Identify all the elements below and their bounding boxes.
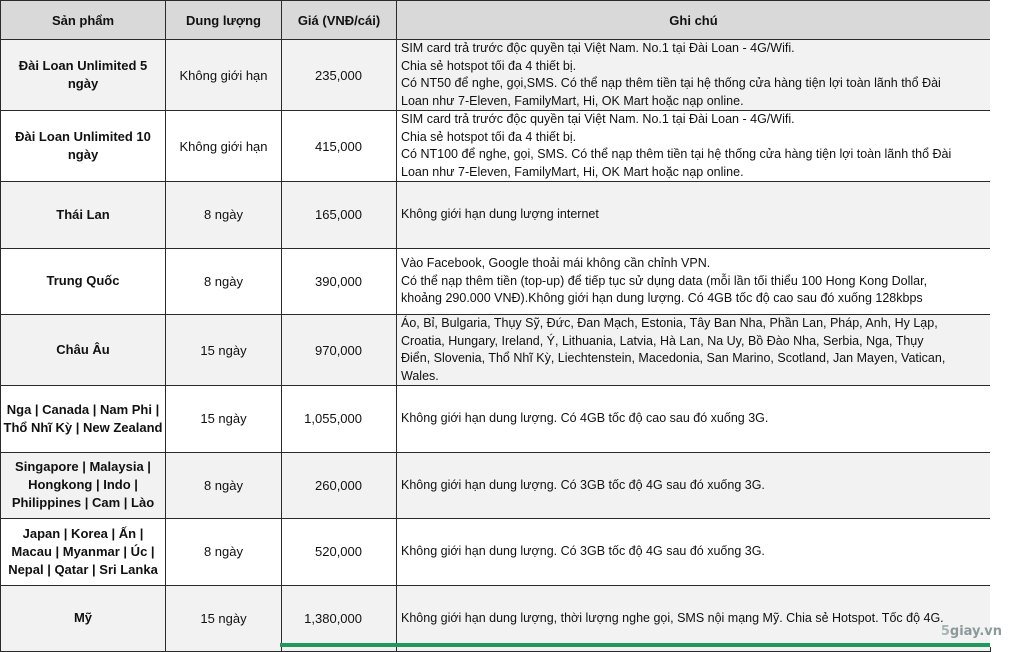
note-line: Loan như 7-Eleven, FamilyMart, Hi, OK Mart hoặc nạp online. bbox=[401, 164, 744, 179]
capacity-cell: 15 ngày bbox=[166, 585, 282, 652]
capacity-cell: Không giới hạn bbox=[166, 111, 282, 182]
price-cell: 165,000 bbox=[282, 182, 397, 249]
capacity-cell: Không giới hạn bbox=[166, 40, 282, 111]
capacity-cell: 8 ngày bbox=[166, 248, 282, 315]
price-cell: 1,055,000 bbox=[282, 386, 397, 453]
header-product: Sản phẩm bbox=[1, 1, 166, 40]
price-cell: 235,000 bbox=[282, 40, 397, 111]
note-line: Croatia, Hungary, Ireland, Ý, Lithuania, Latvia, Hà Lan, Na Uy, Bồ Đào Nha, Serbia, Nga, Thụy bbox=[401, 333, 924, 348]
header-capacity: Dung lượng bbox=[166, 1, 282, 40]
note-line: Có thể nạp thêm tiền (top-up) để tiếp tục sử dụng data (mỗi lần tối thiểu 100 Hong Kong Dollar, bbox=[401, 273, 928, 288]
table-row bbox=[1, 182, 991, 249]
capacity-cell: 15 ngày bbox=[166, 386, 282, 453]
price-cell: 415,000 bbox=[282, 111, 397, 182]
table-row bbox=[1, 519, 991, 586]
note-line: Wales. bbox=[401, 368, 439, 383]
note-cell bbox=[397, 315, 991, 386]
product-cell: Đài Loan Unlimited 5 ngày bbox=[1, 40, 166, 111]
product-cell: Singapore | Malaysia | Hongkong | Indo | Philippines | Cam | Lào bbox=[1, 452, 166, 519]
table-row bbox=[1, 248, 991, 315]
note-line: Chia sẻ hotspot tối đa 4 thiết bị. bbox=[401, 129, 577, 144]
product-cell: Thái Lan bbox=[1, 182, 166, 249]
table-row bbox=[1, 585, 991, 652]
capacity-cell: 15 ngày bbox=[166, 315, 282, 386]
header-price: Giá (VNĐ/cái) bbox=[282, 1, 397, 40]
note-cell bbox=[397, 386, 991, 453]
product-cell: Nga | Canada | Nam Phi | Thổ Nhĩ Kỳ | New Zealand bbox=[1, 386, 166, 453]
note-cell bbox=[397, 182, 991, 249]
right-margin bbox=[990, 0, 1024, 647]
note-line: khoảng 290.000 VNĐ).Không giới hạn dung lượng. Có 4GB tốc độ cao sau đó xuống 128kbps bbox=[401, 291, 923, 305]
table-row bbox=[1, 111, 991, 182]
note-line: Áo, Bỉ, Bulgaria, Thụy Sỹ, Đức, Đan Mạch, Estonia, Tây Ban Nha, Phần Lan, Pháp, Anh, Hy Lạp, bbox=[401, 316, 938, 330]
note-line: Vào Facebook, Google thoải mái không cần chỉnh VPN. bbox=[401, 256, 711, 270]
watermark-logo bbox=[941, 624, 1002, 639]
price-cell: 520,000 bbox=[282, 519, 397, 586]
selection-bar bbox=[280, 643, 990, 647]
table-row bbox=[1, 386, 991, 453]
watermark-text: giay.vn bbox=[949, 624, 1002, 639]
product-cell: Đài Loan Unlimited 10 ngày bbox=[1, 111, 166, 182]
capacity-cell: 8 ngày bbox=[166, 452, 282, 519]
watermark-number: 5 bbox=[940, 624, 950, 639]
note-cell bbox=[397, 585, 991, 652]
note-line: Không giới hạn dung lượng, thời lượng nghe gọi, SMS nội mạng Mỹ. Chia sẻ Hotspot. Tốc độ 4G. bbox=[401, 610, 944, 625]
note-cell bbox=[397, 248, 991, 315]
note-cell bbox=[397, 519, 991, 586]
note-line: Không giới hạn dung lượng internet bbox=[401, 207, 599, 221]
note-cell bbox=[397, 452, 991, 519]
header-row bbox=[1, 1, 991, 40]
note-line: Không giới hạn dung lượng. Có 3GB tốc độ 4G sau đó xuống 3G. bbox=[401, 477, 765, 492]
table-row bbox=[1, 40, 991, 111]
note-line: Không giới hạn dung lượng. Có 3GB tốc độ 4G sau đó xuống 3G. bbox=[401, 544, 765, 558]
table-row bbox=[1, 315, 991, 386]
note-line: Có NT100 để nghe, gọi, SMS. Có thể nạp thêm tiền tại hệ thống cửa hàng tiện lợi toàn lãnh thổ Đài bbox=[401, 147, 952, 161]
price-cell: 970,000 bbox=[282, 315, 397, 386]
note-line: Điển, Slovenia, Thổ Nhĩ Kỳ, Liechtenstein, Macedonia, San Marino, Scotland, Jan Mayen, Vatican, bbox=[401, 351, 946, 365]
note-line: Có NT50 để nghe, gọi,SMS. Có thể nạp thêm tiền tại hệ thống cửa hàng tiện lợi toàn lãnh thổ Đài bbox=[401, 76, 941, 90]
capacity-cell: 8 ngày bbox=[166, 182, 282, 249]
product-cell: Mỹ bbox=[1, 585, 166, 652]
product-cell: Japan | Korea | Ấn | Macau | Myanmar | Úc | Nepal | Qatar | Sri Lanka bbox=[1, 519, 166, 586]
price-cell: 260,000 bbox=[282, 452, 397, 519]
note-cell bbox=[397, 40, 991, 111]
note-line: Loan như 7-Eleven, FamilyMart, Hi, OK Mart hoặc nạp online. bbox=[401, 93, 744, 108]
product-cell: Châu Âu bbox=[1, 315, 166, 386]
note-line: SIM card trả trước độc quyền tại Việt Nam. No.1 tại Đài Loan - 4G/Wifi. bbox=[401, 112, 795, 126]
price-cell: 390,000 bbox=[282, 248, 397, 315]
note-cell bbox=[397, 111, 991, 182]
note-line: Không giới hạn dung lượng. Có 4GB tốc độ cao sau đó xuống 3G. bbox=[401, 411, 769, 425]
header-note: Ghi chú bbox=[397, 1, 991, 40]
product-cell: Trung Quốc bbox=[1, 248, 166, 315]
note-line: SIM card trả trước độc quyền tại Việt Nam. No.1 tại Đài Loan - 4G/Wifi. bbox=[401, 41, 795, 55]
price-cell: 1,380,000 bbox=[282, 585, 397, 652]
table-row bbox=[1, 452, 991, 519]
capacity-cell: 8 ngày bbox=[166, 519, 282, 586]
note-line: Chia sẻ hotspot tối đa 4 thiết bị. bbox=[401, 58, 577, 73]
